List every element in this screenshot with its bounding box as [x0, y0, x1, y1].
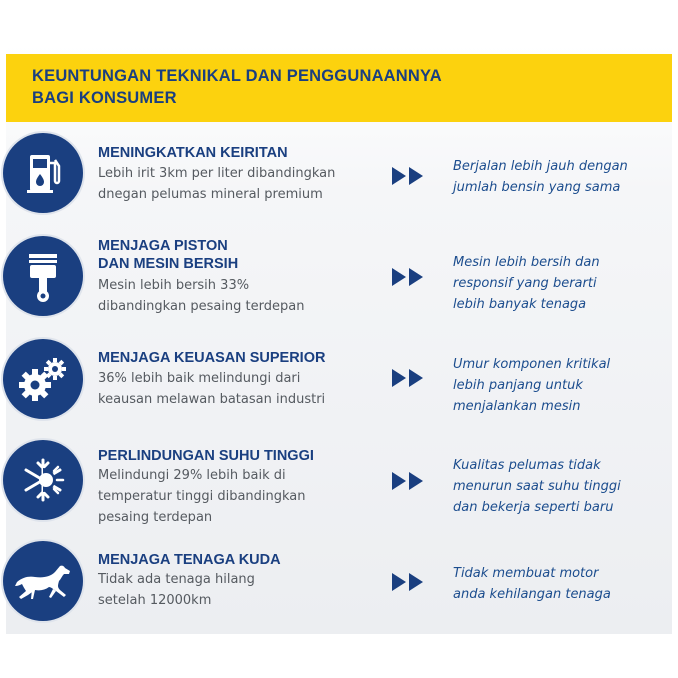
row-2-desc [98, 275, 368, 317]
row-4-desc [98, 465, 368, 528]
row-4-benefit [453, 455, 653, 518]
row-4-desc-line-2: temperatur tinggi dibandingkan [98, 489, 306, 504]
fuel-pump-icon [3, 133, 83, 213]
row-4-title-line: PERLINDUNGAN SUHU TINGGI [98, 448, 314, 464]
row-3-benefit-line-2: lebih panjang untuk [453, 378, 583, 393]
snowflake-sun-icon [3, 440, 83, 520]
row-4-desc-line-3: pesaing terdepan [98, 510, 213, 525]
row-1-desc [98, 163, 368, 205]
row-5-desc-line-1: Tidak ada tenaga hilang [98, 572, 255, 587]
row-4-benefit-line-3: dan bekerja seperti baru [453, 500, 614, 515]
row-3-desc-line-1: 36% lebih baik melindungi dari [98, 371, 301, 386]
row-5-title-line: MENJAGA TENAGA KUDA [98, 552, 281, 568]
row-2-desc-line-1: Mesin lebih bersih 33% [98, 278, 250, 293]
row-1-desc-line-1: Lebih irit 3km per liter dibandingkan [98, 166, 336, 181]
row-1-benefit-line-1: Berjalan lebih jauh dengan [453, 159, 628, 174]
row-3-desc-line-2: keausan melawan batasan industri [98, 392, 326, 407]
row-3-benefit [453, 354, 653, 417]
double-arrow-icon [390, 572, 426, 592]
row-1-benefit [453, 156, 653, 198]
row-5-title [98, 551, 281, 569]
header-title-line-2: BAGI KONSUMER [32, 89, 177, 107]
double-arrow-icon [390, 166, 426, 186]
double-arrow-icon [390, 368, 426, 388]
header-title-line-1: KEUNTUNGAN TEKNIKAL DAN PENGGUNAANNYA [32, 67, 442, 85]
row-2-benefit [453, 252, 653, 315]
row-1-desc-line-2: dnegan pelumas mineral premium [98, 187, 323, 202]
row-2-benefit-line-3: lebih banyak tenaga [453, 297, 587, 312]
row-2-benefit-line-2: responsif yang berarti [453, 276, 597, 291]
row-1-title [98, 144, 288, 162]
row-3-title-line: MENJAGA KEUASAN SUPERIOR [98, 350, 326, 366]
header-banner [6, 54, 672, 122]
row-2-title-line-2: DAN MESIN BERSIH [98, 256, 239, 272]
row-4-desc-line-1: Melindungi 29% lebih baik di [98, 468, 286, 483]
gears-icon [3, 339, 83, 419]
row-1-title-line: MENINGKATKAN KEIRITAN [98, 145, 288, 161]
double-arrow-icon [390, 471, 426, 491]
row-3-benefit-line-3: menjalankan mesin [453, 399, 581, 414]
row-3-desc [98, 368, 368, 410]
row-3-title [98, 349, 325, 367]
row-3-benefit-line-1: Umur komponen kritikal [453, 357, 611, 372]
content-panel [6, 44, 672, 634]
row-5-desc [98, 569, 368, 611]
piston-icon [3, 236, 83, 316]
row-2-title [98, 237, 238, 273]
header-title [32, 65, 592, 109]
double-arrow-icon [390, 267, 426, 287]
row-1-benefit-line-2: jumlah bensin yang sama [453, 180, 621, 195]
row-2-benefit-line-1: Mesin lebih bersih dan [453, 255, 600, 270]
row-5-desc-line-2: setelah 12000km [98, 593, 212, 608]
row-5-benefit [453, 563, 653, 605]
row-4-benefit-line-2: menurun saat suhu tinggi [453, 479, 621, 494]
row-2-desc-line-2: dibandingkan pesaing terdepan [98, 299, 305, 314]
horse-icon [3, 541, 83, 621]
row-2-title-line-1: MENJAGA PISTON [98, 238, 228, 254]
row-4-title [98, 447, 314, 465]
row-5-benefit-line-1: Tidak membuat motor [453, 566, 599, 581]
row-4-benefit-line-1: Kualitas pelumas tidak [453, 458, 601, 473]
row-5-benefit-line-2: anda kehilangan tenaga [453, 587, 611, 602]
